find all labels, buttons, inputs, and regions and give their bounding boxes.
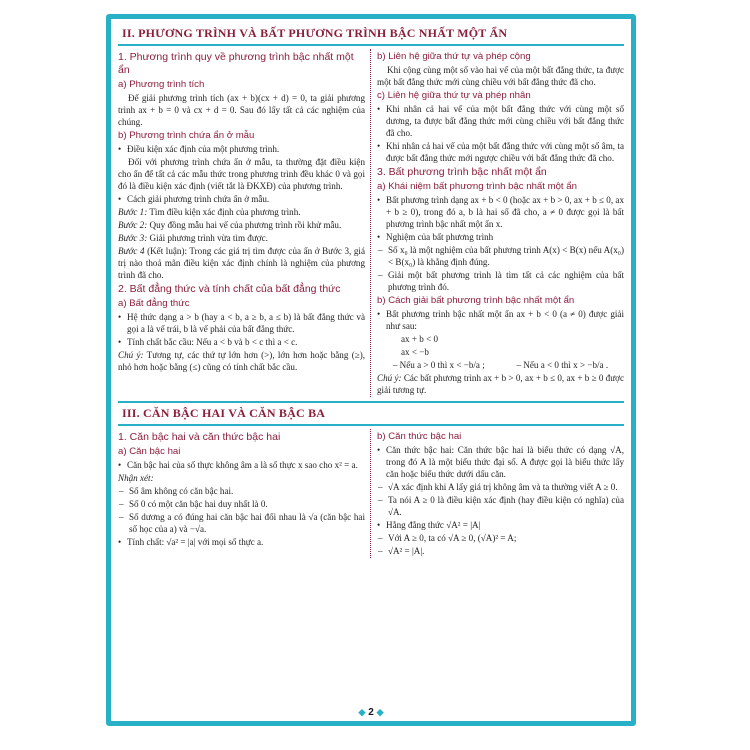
dash-item: – Số 0 có một căn bậc hai duy nhất là 0. xyxy=(118,498,365,510)
note-label: Chú ý: xyxy=(118,350,144,361)
heading-2: 2. Bất đẳng thức và tính chất của bất đẳng thức xyxy=(118,283,341,296)
paragraph: Để giải phương trình tích (ax + b)(cx + d) = 0, ta giải phương trình ax + b = 0 và cx + d = 0. Sau đó lấy tất cả các nghiệm của chúng. xyxy=(118,93,365,128)
subheading-product-equation: a) Phương trình tích xyxy=(118,79,205,91)
bullet-item: • Hằng đẳng thức √A² = |A| xyxy=(377,519,624,531)
step-text: (Kết luận): Trong các giá trị tìm được của ẩn ở Bước 3, giá trị nào thoả mãn điều kiện xác định chính là nghiệm của phương trình đã cho. xyxy=(118,246,365,281)
dash-item: – √A xác định khi A lấy giá trị không âm và ta thường viết A ≥ 0. xyxy=(377,481,624,493)
dash-item: – Giải một bất phương trình là tìm tất cả các nghiệm của bất phương trình đó. xyxy=(377,269,624,293)
bullet-item: • Bất phương trình bậc nhất một ẩn ax + b < 0 (a ≠ 0) được giải như sau: xyxy=(377,308,624,332)
diamond-icon: ◆ xyxy=(358,707,366,717)
subheading-fractional-equation: b) Phương trình chứa ẩn ở mẫu xyxy=(118,130,255,142)
dash-item: – Số âm không có căn bậc hai. xyxy=(118,485,365,497)
step-text: Giải phương trình vừa tìm được. xyxy=(149,233,268,244)
step-label: Bước 4 xyxy=(118,246,145,257)
section-2-columns xyxy=(118,49,624,397)
step-text: Quy đồng mẫu hai vế của phương trình rồi khử mẫu. xyxy=(149,220,342,231)
note-label: Chú ý: xyxy=(377,373,402,384)
bullet-item: • Khi nhân cả hai vế của một bất đẳng thức với cùng một số dương, ta được bất đẳng thức mới cùng chiều với bất đẳng thức đã cho. xyxy=(377,103,624,139)
note-text: Các bất phương trình ax + b > 0, ax + b ≤ 0, ax + b ≥ 0 được giải tương tự. xyxy=(377,373,625,396)
bullet-item: • Tính chất bắc cầu: Nếu a < b và b < c thì a < c. xyxy=(118,336,365,348)
bullet-item: • Căn thức bậc hai: Căn thức bậc hai là biểu thức có dạng √A, trong đó A là một biểu thức đại số. A được gọi là biểu thức lấy căn hoặc biểu thức dưới dấu căn. xyxy=(377,444,624,480)
bullet-item: • Khi nhân cả hai vế của một bất đẳng thức với cùng một số âm, ta được bất đẳng thức mới ngược chiều với bất đẳng thức đã cho. xyxy=(377,140,624,164)
section-3-columns xyxy=(118,429,624,558)
bullet-item: • Điều kiện xác định của một phương trình. xyxy=(118,143,365,155)
note-text: Tương tự, các thứ tự lớn hơn (>), lớn hơn hoặc bằng (≥), nhỏ hơn hoặc bằng (≤) cũng có tính chất bắc cầu. xyxy=(118,350,366,373)
subheading-inequality: a) Bất đẳng thức xyxy=(118,298,190,310)
page-content xyxy=(111,19,631,721)
bullet-item: • Hệ thức dạng a > b (hay a < b, a ≥ b, a ≤ b) là bất đẳng thức và gọi a là vế trái, b là vế phải của bất đẳng thức. xyxy=(118,311,365,335)
bullet-item: • Tính chất: √a² = |a| với mọi số thực a. xyxy=(118,536,365,548)
dash-item: – Số x₀ là một nghiệm của bất phương trình A(x) < B(x) nếu A(x₀) < B(x₀) là khẳng định đúng. xyxy=(377,244,624,268)
heading-1: 1. Phương trình quy về phương trình bậc nhất một ẩn xyxy=(118,51,354,77)
step-2 xyxy=(118,219,365,231)
step-3 xyxy=(118,232,365,244)
subheading-order-addition: b) Liên hệ giữa thứ tự và phép cộng xyxy=(377,51,531,62)
paragraph: Đối với phương trình chứa ẩn ở mẫu, ta thường đặt điều kiện cho ẩn để tất cả các mẫu thức trong phương trình đều khác 0 và gọi đó là điều kiện xác định (viết tắt là ĐKXĐ) của phương trình. xyxy=(118,157,365,192)
subheading-order-multiplication: c) Liên hệ giữa thứ tự và phép nhân xyxy=(377,89,531,101)
case-line xyxy=(377,359,624,371)
bullet-item: • Cách giải phương trình chứa ẩn ở mẫu. xyxy=(118,193,365,205)
subheading-linear-inequality-concept: a) Khái niệm bất phương trình bậc nhất một ẩn xyxy=(377,181,577,193)
bullet-item: • Nghiệm của bất phương trình xyxy=(377,231,624,243)
page-frame xyxy=(106,14,636,726)
case-negative: – Nếu a < 0 thì x > −b/a . xyxy=(516,360,609,371)
note xyxy=(377,372,624,396)
dash-item: – Ta nói A ≥ 0 là điều kiện xác định (hay điều kiện có nghĩa) của √A. xyxy=(377,494,624,518)
page-number xyxy=(111,707,631,718)
section-2-title: II. PHƯƠNG TRÌNH VÀ BẤT PHƯƠNG TRÌNH BẬC NHẤT MỘT ẨN xyxy=(118,23,624,46)
section-3-right-column xyxy=(371,429,624,558)
subheading-radical-expression: b) Căn thức bậc hai xyxy=(377,431,462,443)
formula-line: ax + b < 0 xyxy=(401,334,439,345)
formula-line: ax < −b xyxy=(401,347,429,358)
step-1 xyxy=(118,206,365,218)
dash-item: – √A² = |A|. xyxy=(377,545,624,557)
step-label: Bước 3: xyxy=(118,233,148,244)
step-text: Tìm điều kiện xác định của phương trình. xyxy=(149,207,301,218)
step-4 xyxy=(118,245,365,281)
section-2-left-column xyxy=(118,49,371,397)
step-label: Bước 1: xyxy=(118,207,148,218)
section-2-right-column xyxy=(371,49,624,397)
remark-label: Nhận xét: xyxy=(118,473,154,484)
note xyxy=(118,349,365,373)
section-3-title: III. CĂN BẬC HAI VÀ CĂN BẬC BA xyxy=(118,401,624,426)
dash-item: – Với A ≥ 0, ta có √A ≥ 0, (√A)² = A; xyxy=(377,532,624,544)
bullet-item: • Bất phương trình dạng ax + b < 0 (hoặc ax + b > 0, ax + b ≤ 0, ax + b ≥ 0), trong đó a, b là hai số đã cho, a ≠ 0 được gọi là bất phương trình bậc nhất một ẩn x. xyxy=(377,194,624,230)
subheading-square-root: a) Căn bậc hai xyxy=(118,446,181,458)
bullet-item: • Căn bậc hai của số thực không âm a là số thực x sao cho x² = a. xyxy=(118,459,365,471)
case-positive: – Nếu a > 0 thì x < −b/a ; xyxy=(392,360,485,371)
subheading-solving-linear-inequality: b) Cách giải bất phương trình bậc nhất một ẩn xyxy=(377,295,575,307)
paragraph: Khi cộng cùng một số vào hai vế của một bất đẳng thức, ta được một bất đẳng thức mới cùng chiều với bất đẳng thức đã cho. xyxy=(377,64,624,87)
heading-1: 1. Căn bậc hai và căn thức bậc hai xyxy=(118,431,281,444)
dash-item: – Số dương a có đúng hai căn bậc hai đối nhau là √a (căn bậc hai số học của a) và −√a. xyxy=(118,511,365,535)
diamond-icon: ◆ xyxy=(376,707,384,717)
heading-3: 3. Bất phương trình bậc nhất một ẩn xyxy=(377,165,547,178)
page-number-text: 2 xyxy=(368,707,374,718)
section-3-left-column xyxy=(118,429,371,558)
step-label: Bước 2: xyxy=(118,220,148,231)
